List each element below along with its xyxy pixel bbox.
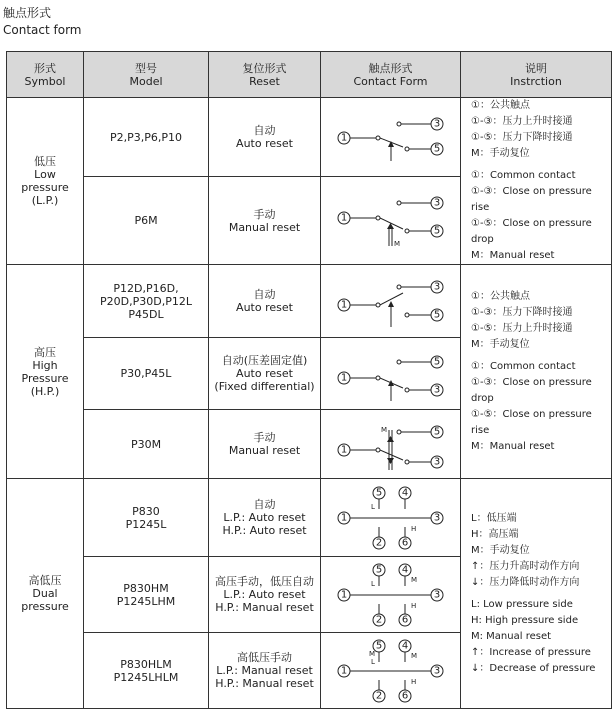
reset-cell: 手动 Manual reset	[209, 177, 321, 265]
svg-text:M: M	[410, 651, 417, 660]
svg-text:3: 3	[433, 512, 440, 523]
reset-cell: 自动 L.P.: Auto reset H.P.: Auto reset	[209, 479, 321, 557]
instruction-high-pressure: ①：公共触点 ①-③：压力下降时接通 ①-⑤：压力上升时接通 M：手动复位 ①：Common contact ①-③：Close on pressure drop ①-⑤：Close on pressure rise M：Manual reset	[461, 265, 612, 479]
symbol-high-pressure: 高压 High Pressure (H.P.)	[7, 265, 84, 479]
svg-text:1: 1	[340, 299, 347, 311]
section-title-en: Contact form	[3, 23, 82, 37]
contact-diagram-lp-auto	[331, 109, 451, 165]
reset-cell: 自动(压差固定值) Auto reset (Fixed differential)	[209, 338, 321, 410]
contact-diagram-dual-hlm	[331, 638, 451, 704]
contact-diagram-hp-auto	[331, 273, 451, 329]
model-cell: P830HM P1245LHM	[84, 557, 209, 633]
reset-cell: 手动 Manual reset	[209, 410, 321, 479]
header-symbol: 形式 Symbol	[7, 52, 84, 98]
contact-diagram-cell	[321, 177, 461, 265]
model-cell: P2,P3,P6,P10	[84, 98, 209, 177]
svg-text:1: 1	[340, 512, 347, 523]
table-row	[7, 98, 612, 177]
contact-diagram-cell	[321, 479, 461, 557]
svg-text:1: 1	[340, 444, 347, 456]
reset-cell: 自动 Auto reset	[209, 265, 321, 338]
model-cell: P12D,P16D, P20D,P30D,P12L P45DL	[84, 265, 209, 338]
svg-text:H: H	[410, 524, 416, 533]
svg-text:5: 5	[375, 564, 382, 575]
reset-cell: 自动 Auto reset	[209, 98, 321, 177]
svg-text:3: 3	[433, 384, 440, 395]
svg-text:3: 3	[433, 665, 440, 676]
contact-diagram-lp-manual	[331, 191, 451, 251]
table-row	[7, 479, 612, 557]
reset-cell: 高低压手动 L.P.: Manual reset H.P.: Manual reset	[209, 633, 321, 709]
svg-text:1: 1	[340, 212, 347, 224]
svg-text:5: 5	[433, 225, 440, 237]
svg-text:3: 3	[433, 197, 440, 209]
svg-text:H: H	[410, 601, 416, 610]
model-cell: P30,P45L	[84, 338, 209, 410]
svg-text:5: 5	[433, 426, 440, 438]
svg-text:M: M	[393, 239, 400, 248]
header-instruction: 说明 Instrction	[461, 52, 612, 98]
reset-cell: 高压手动，低压自动 L.P.: Auto reset H.P.: Manual reset	[209, 557, 321, 633]
svg-text:3: 3	[433, 589, 440, 600]
svg-text:1: 1	[340, 665, 347, 676]
svg-text:6: 6	[401, 614, 408, 625]
svg-text:M: M	[368, 649, 375, 658]
instruction-low-pressure: ①：公共触点 ①-③：压力上升时接通 ①-⑤：压力下降时接通 M：手动复位 ①：Common contact ①-③：Close on pressure rise ①-⑤：Close on pressure drop M：Manual reset	[461, 98, 612, 265]
svg-text:1: 1	[340, 589, 347, 600]
svg-text:L: L	[370, 579, 375, 588]
svg-text:M: M	[380, 426, 387, 434]
contact-form-table	[6, 51, 612, 709]
svg-text:4: 4	[401, 564, 408, 575]
symbol-dual-pressure: 高低压 Dual pressure	[7, 479, 84, 709]
svg-text:5: 5	[433, 309, 440, 321]
contact-diagram-dual-auto	[331, 485, 451, 551]
instruction-dual-pressure: L：低压端 H：高压端 M：手动复位 ↑：压力升高时动作方向 ↓：压力降低时动作方向 L: Low pressure side H: High pressure side M: Manual reset ↑：Increase of pressure ↓：Decrease of pressure	[461, 479, 612, 709]
svg-text:1: 1	[340, 372, 347, 383]
header-reset: 复位形式 Reset	[209, 52, 321, 98]
contact-diagram-cell	[321, 410, 461, 479]
svg-text:2: 2	[375, 614, 382, 625]
svg-text:4: 4	[401, 487, 408, 498]
svg-text:H: H	[410, 677, 416, 686]
svg-text:M: M	[410, 575, 417, 584]
header-contact-form: 触点形式 Contact Form	[321, 52, 461, 98]
svg-text:L: L	[370, 502, 375, 511]
svg-text:2: 2	[375, 537, 382, 548]
contact-diagram-dual-hm	[331, 562, 451, 628]
model-cell: P830HLM P1245LHLM	[84, 633, 209, 709]
model-cell: P30M	[84, 410, 209, 479]
svg-text:6: 6	[401, 537, 408, 548]
svg-text:2: 2	[375, 690, 382, 701]
contact-diagram-hp-manual	[331, 416, 451, 472]
svg-text:3: 3	[433, 456, 440, 468]
svg-text:4: 4	[401, 640, 408, 651]
svg-text:5: 5	[375, 487, 382, 498]
svg-text:5: 5	[375, 640, 382, 651]
svg-text:5: 5	[433, 143, 440, 155]
contact-diagram-cell	[321, 265, 461, 338]
contact-diagram-cell	[321, 98, 461, 177]
header-row	[7, 52, 612, 98]
section-title-cn: 触点形式	[3, 6, 52, 20]
model-cell: P830 P1245L	[84, 479, 209, 557]
svg-text:1: 1	[340, 132, 347, 144]
svg-text:5: 5	[433, 356, 440, 367]
svg-text:L: L	[370, 657, 375, 666]
contact-diagram-hp-fixed	[331, 346, 451, 402]
table-row	[7, 265, 612, 338]
svg-text:3: 3	[433, 118, 440, 130]
contact-diagram-cell	[321, 633, 461, 709]
contact-diagram-cell	[321, 338, 461, 410]
model-cell: P6M	[84, 177, 209, 265]
svg-text:3: 3	[433, 281, 440, 293]
contact-diagram-cell	[321, 557, 461, 633]
svg-text:6: 6	[401, 690, 408, 701]
symbol-low-pressure: 低压 Low pressure (L.P.)	[7, 98, 84, 265]
header-model: 型号 Model	[84, 52, 209, 98]
